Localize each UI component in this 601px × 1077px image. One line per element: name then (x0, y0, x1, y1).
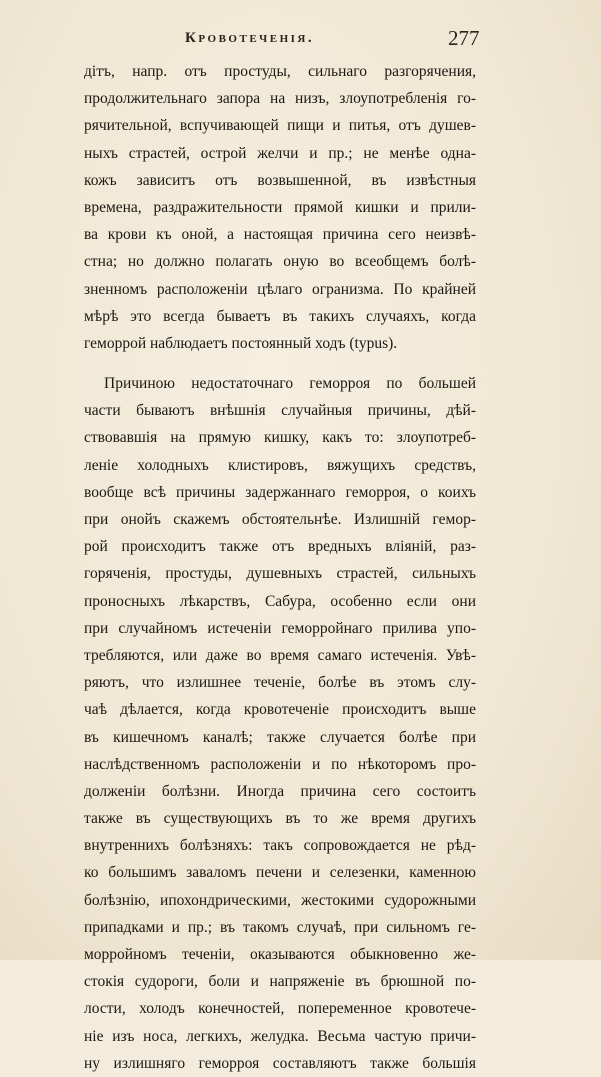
text-line: при случайномъ истеченіи геморройнаго прилива упо- (84, 619, 476, 637)
text-line: продолжительнаго запора на низъ, злоупотребленія го- (84, 90, 476, 108)
text-line: внутреннихъ болѣзняхъ: такъ сопровождается не рѣд- (84, 837, 476, 855)
paragraph-break (84, 357, 476, 370)
text-line: болѣзнію, ипохондрическими, жестокими судорожными (84, 891, 476, 909)
page-number: 277 (448, 26, 480, 50)
text-line: ва крови къ оной, а настоящая причина сего неизвѣ- (84, 226, 476, 244)
text-line: Причиною недостаточнаго геморроя по большей (104, 375, 476, 393)
body-text (84, 58, 476, 1077)
text-line: зненномъ расположеніи цѣлаго огранизма. По крайней (84, 280, 476, 298)
text-line: требляются, или даже во время самаго истеченія. Увѣ- (84, 646, 476, 664)
text-line: вообще всѣ причины задержаннаго геморроя, о коихъ (84, 483, 476, 501)
text-line: мѣрѣ это всегда бываетъ въ такихъ случаяхъ, когда (84, 307, 476, 325)
text-line: стна; но должно полагать оную во всеобщемъ болѣ- (84, 253, 476, 271)
text-line: времена, раздражительности прямой кишки и прили- (84, 198, 476, 216)
text-line: проносныхъ лѣкарствъ, Сабура, особенно если они (84, 592, 476, 610)
text-line: чаѣ дѣлается, когда кровотеченіе происходитъ выше (84, 701, 476, 719)
text-line: припадками и пр.; въ такомъ случаѣ, при сильномъ ге- (84, 918, 476, 936)
text-line: ко большимъ заваломъ печени и селезенки, каменною (84, 864, 476, 882)
text-line: геморрой наблюдаетъ постоянный ходъ (typus). (84, 334, 398, 352)
text-line: ну излишняго геморроя составляютъ также большія (84, 1054, 476, 1072)
text-line: рячительной, вспучивающей пищи и питья, отъ душев- (84, 117, 476, 135)
text-line: ныхъ страстей, острой желчи и пр.; не менѣе одна- (84, 144, 476, 162)
text-line: наслѣдственномъ расположеніи и по нѣкоторомъ про- (84, 755, 476, 773)
text-line: ствовавшія на прямую кишку, какъ то: злоупотреб- (84, 429, 476, 447)
text-line: дітъ, напр. отъ простуды, сильнаго разгорячения, (84, 63, 476, 80)
text-line: лости, холодъ конечностей, попеременное кровотече- (84, 1000, 476, 1018)
running-head: Кровотеченія. (185, 30, 315, 46)
text-line: горяченія, простуды, душевныхъ страстей, сильныхъ (84, 565, 476, 583)
text-line: части бываютъ внѣшнія случайныя причины, дѣй- (84, 402, 476, 420)
text-line: ніе изъ носа, легкихъ, желудка. Весьма частую причи- (84, 1027, 476, 1045)
text-line: въ кишечномъ каналѣ; также случается болѣе при (84, 728, 476, 746)
text-line: при онойъ скажемъ обстоятельнѣе. Излишній гемор- (84, 511, 476, 528)
text-line: кожъ зависитъ отъ возвышенной, въ извѣстныя (84, 171, 476, 189)
text-line: морройномъ теченіи, оказываются обыкновенно же- (84, 946, 476, 963)
text-line: стокія судороги, боли и напряженіе въ брюшной по- (84, 973, 476, 991)
text-line: долженіи болѣзни. Иногда причина сего состоитъ (84, 782, 476, 800)
text-line: ряютъ, что излишнее теченіе, болѣе въ этомъ слу- (84, 674, 476, 692)
text-line: леніе холодныхъ клистировъ, вяжущихъ средствъ, (84, 456, 476, 474)
text-line: также въ существующихъ въ то же время другихъ (84, 810, 476, 828)
text-line: рой происходитъ также отъ вредныхъ вліяній, раз- (84, 538, 476, 556)
